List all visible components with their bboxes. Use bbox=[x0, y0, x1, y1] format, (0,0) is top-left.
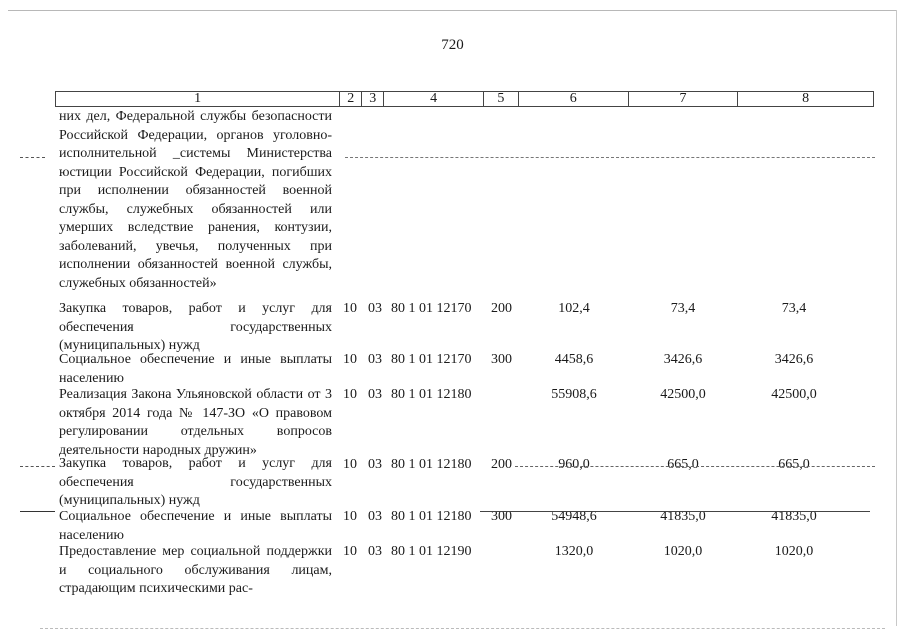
row-subsection: 03 bbox=[368, 352, 382, 367]
table-row-text: Реализация Закона Ульяновской области от 3 октября 2014 года № 147-ЗО «О правовом регулировании отдельных вопросов деятельности народных дружин» bbox=[59, 387, 332, 458]
row-expense-type: 300 bbox=[491, 509, 512, 524]
scan-artifact-line bbox=[20, 466, 55, 467]
page-number: 720 bbox=[441, 37, 464, 53]
row-amount-col6: 4458,6 bbox=[554, 352, 594, 367]
row-section: 10 bbox=[343, 387, 357, 402]
row-amount-col6: 55908,6 bbox=[551, 387, 597, 402]
row-amount-col7: 665,0 bbox=[667, 457, 699, 472]
header-col-8: 8 bbox=[802, 91, 810, 106]
scan-artifact-line bbox=[345, 157, 875, 158]
scan-edge-top bbox=[8, 10, 897, 11]
row-amount-col8: 73,4 bbox=[781, 301, 807, 316]
header-col-6: 6 bbox=[519, 92, 629, 106]
row-amount-col8: 41835,0 bbox=[771, 509, 817, 524]
scan-artifact-line bbox=[20, 511, 55, 512]
table-row-text: Социальное обеспечение и иные выплаты населению bbox=[59, 509, 332, 543]
row-subsection: 03 bbox=[368, 301, 382, 316]
row-amount-col6: 1320,0 bbox=[554, 544, 594, 559]
header-col-4: 4 bbox=[384, 92, 484, 106]
row-target-article: 80 1 01 12190 bbox=[391, 544, 472, 559]
table-row-text: них дел, Федеральной службы безопасности Российской Федерации, органов уголовно-исполнительной _системы Министерства юстиции Российской Федерации, погибших при исполнении обязанностей военной службы, служебных обязанностей или умерших вследствие ранения, контузии, заболеваний, увечья, полученных при исполнении обязанностей военной службы, служебных обязанностей» bbox=[59, 109, 332, 291]
row-amount-col7: 42500,0 bbox=[660, 387, 706, 402]
table-row-text: Закупка товаров, работ и услуг для обеспечения государственных (муниципальных) нужд bbox=[59, 301, 332, 353]
row-expense-type: 200 bbox=[491, 457, 512, 472]
row-amount-col7: 41835,0 bbox=[660, 509, 706, 524]
row-subsection: 03 bbox=[368, 387, 382, 402]
row-amount-col8: 665,0 bbox=[778, 457, 810, 472]
row-subsection: 03 bbox=[368, 457, 382, 472]
table-row-text: Предоставление мер социальной поддержки и социального обслуживания лицам, страдающим психическими рас- bbox=[59, 544, 332, 596]
row-target-article: 80 1 01 12180 bbox=[391, 457, 472, 472]
row-section: 10 bbox=[343, 457, 357, 472]
header-col-2: 2 bbox=[340, 92, 362, 106]
row-amount-col7: 73,4 bbox=[670, 301, 696, 316]
header-col-1: 1 bbox=[56, 92, 340, 106]
header-col-7: 7 bbox=[629, 92, 739, 106]
row-target-article: 80 1 01 12180 bbox=[391, 387, 472, 402]
row-amount-col8: 42500,0 bbox=[771, 387, 817, 402]
row-amount-col7: 3426,6 bbox=[663, 352, 703, 367]
header-col-3: 3 bbox=[362, 92, 384, 106]
row-amount-col6: 102,4 bbox=[558, 301, 590, 316]
table-row-text: Закупка товаров, работ и услуг для обеспечения государственных (муниципальных) нужд bbox=[59, 456, 332, 508]
scan-artifact-line bbox=[515, 466, 875, 467]
row-amount-col7: 1020,0 bbox=[663, 544, 703, 559]
scan-artifact-line bbox=[480, 511, 870, 512]
row-target-article: 80 1 01 12180 bbox=[391, 509, 472, 524]
row-section: 10 bbox=[343, 509, 357, 524]
scan-artifact-bottom bbox=[40, 628, 885, 629]
row-section: 10 bbox=[343, 544, 357, 559]
row-section: 10 bbox=[343, 301, 357, 316]
header-col-5: 5 bbox=[484, 92, 519, 106]
scan-edge-right bbox=[896, 10, 897, 626]
row-amount-col8: 3426,6 bbox=[774, 352, 814, 367]
scan-artifact-line bbox=[20, 157, 45, 158]
row-target-article: 80 1 01 12170 bbox=[391, 301, 472, 316]
table-row-text: Социальное обеспечение и иные выплаты населению bbox=[59, 352, 332, 386]
row-amount-col6: 54948,6 bbox=[551, 509, 597, 524]
row-expense-type: 300 bbox=[491, 352, 512, 367]
row-target-article: 80 1 01 12170 bbox=[391, 352, 472, 367]
row-section: 10 bbox=[343, 352, 357, 367]
table-header-row bbox=[55, 91, 874, 107]
row-subsection: 03 bbox=[368, 509, 382, 524]
row-expense-type: 200 bbox=[491, 301, 512, 316]
row-subsection: 03 bbox=[368, 544, 382, 559]
row-amount-col6: 960,0 bbox=[558, 457, 590, 472]
row-amount-col8: 1020,0 bbox=[774, 544, 814, 559]
